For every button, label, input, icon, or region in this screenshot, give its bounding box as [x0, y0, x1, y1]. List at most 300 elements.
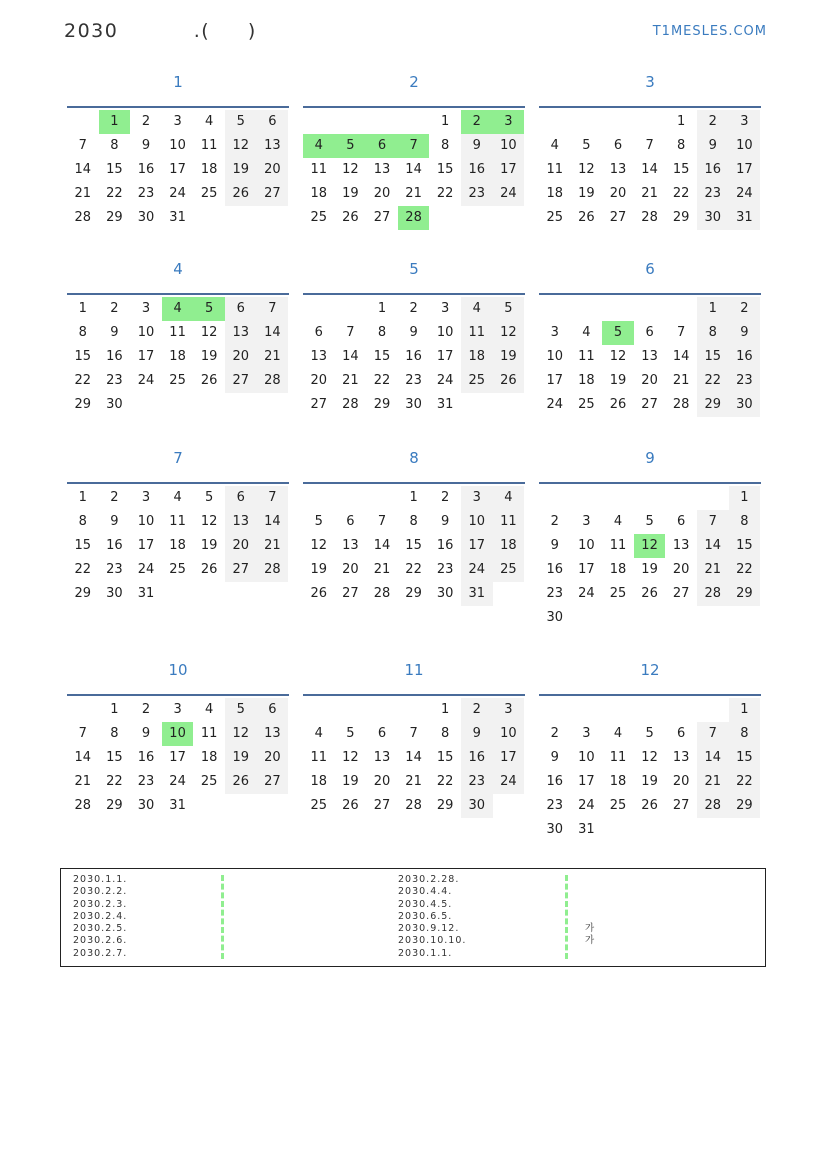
month-name: 10	[168, 661, 188, 679]
day-cell: 20	[225, 534, 257, 558]
day-cell: 15	[373, 349, 391, 364]
day-cell: 10	[493, 134, 525, 158]
day-cell: 5	[346, 726, 355, 741]
day-cell: 19	[342, 774, 359, 789]
day-cell: 29	[74, 397, 92, 412]
day-cell: 4	[461, 297, 493, 321]
day-cell: 16	[697, 158, 729, 182]
day-cell: 10	[137, 325, 155, 340]
holiday-legend	[60, 868, 766, 967]
day-cell: 2	[550, 514, 559, 529]
holiday-day-cell: 4	[303, 134, 335, 158]
day-cell: 22	[74, 562, 92, 577]
day-cell: 23	[106, 373, 123, 388]
day-cell: 11	[310, 750, 328, 765]
day-cell: 2	[441, 490, 450, 505]
day-cell: 3	[441, 301, 450, 316]
day-cell: 23	[106, 562, 123, 577]
day-cell: 22	[74, 373, 92, 388]
day-cell: 12	[641, 750, 658, 765]
day-cell: 5	[645, 726, 654, 741]
day-cell: 18	[609, 774, 627, 789]
day-cell: 24	[461, 558, 493, 582]
day-cell: 19	[641, 774, 658, 789]
legend-line: 2030.2.4.	[73, 910, 128, 922]
day-cell: 25	[546, 210, 564, 225]
empty-cell	[335, 486, 367, 510]
page-title: 2030 .( )	[64, 20, 257, 42]
day-cell: 27	[609, 210, 627, 225]
empty-cell	[602, 698, 634, 722]
day-cell: 20	[609, 186, 627, 201]
day-cell: 21	[697, 558, 729, 582]
day-cell: 25	[578, 397, 595, 412]
day-cell: 27	[672, 586, 690, 601]
day-cell: 27	[225, 558, 257, 582]
day-cell: 21	[257, 345, 289, 369]
day-cell: 26	[493, 369, 525, 393]
day-cell: 26	[342, 210, 359, 225]
empty-cell	[335, 698, 367, 722]
day-cell: 9	[550, 750, 559, 765]
day-cell: 1	[78, 490, 87, 505]
empty-cell	[571, 698, 603, 722]
empty-cell	[571, 297, 603, 321]
day-cell: 16	[546, 774, 564, 789]
month-days	[67, 482, 289, 606]
month-5	[303, 259, 525, 417]
day-cell: 9	[409, 325, 418, 340]
day-cell: 27	[225, 369, 257, 393]
day-cell: 1	[729, 698, 761, 722]
day-cell: 18	[310, 774, 328, 789]
day-cell: 6	[377, 726, 387, 741]
day-cell: 16	[436, 538, 454, 553]
day-cell: 2	[110, 490, 119, 505]
day-cell: 22	[436, 774, 454, 789]
day-cell: 2	[409, 301, 418, 316]
day-cell: 20	[672, 774, 690, 789]
day-cell: 27	[257, 182, 289, 206]
day-cell: 24	[546, 397, 564, 412]
day-cell: 15	[672, 162, 690, 177]
day-cell: 5	[225, 698, 257, 722]
day-cell: 7	[346, 325, 355, 340]
day-cell: 30	[436, 586, 454, 601]
holiday-day-cell: 1	[99, 110, 131, 134]
empty-cell	[665, 297, 697, 321]
day-cell: 16	[461, 746, 493, 770]
legend-line: 2030.2.5.	[73, 923, 128, 935]
site-logo[interactable]: T1MESLES.COM	[652, 24, 767, 39]
day-cell: 21	[342, 373, 359, 388]
day-cell: 1	[409, 490, 418, 505]
day-cell: 30	[106, 586, 123, 601]
day-cell: 9	[461, 134, 493, 158]
day-cell: 3	[550, 325, 559, 340]
day-cell: 28	[342, 397, 359, 412]
day-cell: 18	[200, 162, 218, 177]
day-cell: 6	[645, 325, 654, 340]
day-cell: 8	[697, 321, 729, 345]
day-cell: 19	[609, 373, 627, 388]
month-4	[67, 259, 289, 417]
day-cell: 25	[200, 186, 218, 201]
day-cell: 17	[578, 562, 595, 577]
day-cell: 23	[137, 186, 155, 201]
day-cell: 7	[78, 726, 87, 741]
day-cell: 29	[436, 798, 454, 813]
day-cell: 20	[225, 345, 257, 369]
legend-line: 2030.4.4.	[398, 886, 453, 898]
day-cell: 28	[74, 210, 92, 225]
day-cell: 11	[461, 321, 493, 345]
empty-cell	[303, 698, 335, 722]
day-cell: 29	[74, 586, 92, 601]
day-cell: 9	[461, 722, 493, 746]
empty-cell	[571, 486, 603, 510]
day-cell: 22	[373, 373, 391, 388]
day-cell: 27	[257, 770, 289, 794]
day-cell: 31	[169, 798, 186, 813]
day-cell: 19	[578, 186, 595, 201]
day-cell: 13	[225, 321, 257, 345]
day-cell: 21	[405, 186, 422, 201]
day-cell: 1	[729, 486, 761, 510]
legend-line: 가	[585, 923, 595, 935]
day-cell: 23	[405, 373, 422, 388]
day-cell: 16	[137, 162, 155, 177]
day-cell: 2	[697, 110, 729, 134]
day-cell: 3	[729, 110, 761, 134]
day-cell: 24	[578, 586, 595, 601]
day-cell: 28	[257, 558, 289, 582]
day-cell: 13	[672, 750, 690, 765]
day-cell: 5	[314, 514, 323, 529]
day-cell: 4	[205, 702, 214, 717]
day-cell: 22	[729, 770, 761, 794]
day-cell: 16	[461, 158, 493, 182]
day-cell: 18	[546, 186, 564, 201]
day-cell: 29	[672, 210, 690, 225]
day-cell: 13	[641, 349, 658, 364]
day-cell: 10	[436, 325, 454, 340]
month-1	[67, 72, 289, 230]
day-cell: 6	[257, 110, 289, 134]
day-cell: 6	[346, 514, 355, 529]
legend-dates-left	[73, 874, 127, 960]
day-cell: 24	[169, 774, 186, 789]
legend-line: 2030.2.6.	[73, 935, 128, 947]
day-cell: 24	[493, 770, 525, 794]
day-cell: 25	[609, 586, 627, 601]
day-cell: 16	[546, 562, 564, 577]
day-cell: 20	[257, 158, 289, 182]
day-cell: 20	[373, 774, 391, 789]
empty-cell	[67, 698, 99, 722]
day-cell: 18	[310, 186, 328, 201]
legend-line	[585, 886, 594, 898]
day-cell: 9	[697, 134, 729, 158]
empty-cell	[665, 698, 697, 722]
day-cell: 14	[342, 349, 359, 364]
day-cell: 7	[409, 726, 418, 741]
month-days	[303, 106, 525, 230]
day-cell: 12	[578, 162, 595, 177]
day-cell: 12	[342, 750, 359, 765]
day-cell: 27	[641, 397, 658, 412]
legend-line	[585, 874, 594, 886]
day-cell: 8	[78, 514, 87, 529]
day-cell: 16	[106, 349, 123, 364]
day-cell: 30	[729, 393, 761, 417]
day-cell: 18	[493, 534, 525, 558]
day-cell: 3	[582, 726, 591, 741]
day-cell: 23	[729, 369, 761, 393]
empty-cell	[67, 110, 99, 134]
holiday-day-cell: 6	[366, 134, 398, 158]
day-cell: 8	[677, 138, 686, 153]
holiday-day-cell: 5	[602, 321, 634, 345]
month-9	[539, 448, 761, 630]
day-cell: 23	[461, 182, 493, 206]
day-cell: 11	[169, 325, 186, 340]
day-cell: 4	[613, 514, 623, 529]
day-cell: 4	[314, 726, 323, 741]
day-cell: 11	[546, 162, 564, 177]
day-cell: 4	[550, 138, 559, 153]
day-cell: 20	[257, 746, 289, 770]
day-cell: 16	[106, 538, 123, 553]
day-cell: 25	[493, 558, 525, 582]
day-cell: 17	[729, 158, 761, 182]
day-cell: 14	[697, 746, 729, 770]
day-cell: 17	[436, 349, 454, 364]
day-cell: 11	[609, 750, 627, 765]
legend-line: 2030.2.3.	[73, 898, 128, 910]
day-cell: 9	[110, 325, 119, 340]
empty-cell	[602, 486, 634, 510]
day-cell: 18	[169, 349, 186, 364]
day-cell: 14	[74, 162, 92, 177]
day-cell: 11	[609, 538, 627, 553]
day-cell: 25	[200, 774, 218, 789]
day-cell: 14	[641, 162, 658, 177]
month-days	[539, 106, 761, 230]
day-cell: 1	[677, 114, 686, 129]
day-cell: 25	[609, 798, 627, 813]
legend-line: 2030.2.7.	[73, 947, 128, 959]
day-cell: 8	[729, 510, 761, 534]
day-cell: 21	[697, 770, 729, 794]
day-cell: 1	[78, 301, 87, 316]
holiday-day-cell: 7	[398, 134, 430, 158]
day-cell: 15	[106, 750, 123, 765]
day-cell: 2	[110, 301, 119, 316]
legend-line: 2030.1.1.	[398, 947, 453, 959]
day-cell: 31	[137, 586, 155, 601]
day-cell: 31	[169, 210, 186, 225]
day-cell: 3	[493, 698, 525, 722]
day-cell: 7	[257, 297, 289, 321]
month-2	[303, 72, 525, 230]
day-cell: 28	[257, 369, 289, 393]
day-cell: 17	[137, 349, 155, 364]
month-name: 12	[640, 661, 660, 679]
day-cell: 29	[373, 397, 391, 412]
day-cell: 13	[257, 134, 289, 158]
day-cell: 9	[441, 514, 450, 529]
day-cell: 2	[141, 114, 151, 129]
holiday-day-cell: 28	[398, 206, 430, 230]
day-cell: 17	[578, 774, 595, 789]
day-cell: 11	[493, 510, 525, 534]
day-cell: 15	[697, 345, 729, 369]
day-cell: 12	[200, 325, 218, 340]
day-cell: 23	[697, 182, 729, 206]
day-cell: 9	[729, 321, 761, 345]
legend-line: 2030.1.1.	[73, 874, 128, 885]
month-days	[303, 482, 525, 606]
legend-line: 2030.4.5.	[398, 898, 453, 910]
day-cell: 7	[257, 486, 289, 510]
day-cell: 10	[578, 750, 595, 765]
day-cell: 2	[141, 702, 151, 717]
empty-cell	[303, 110, 335, 134]
empty-cell	[602, 110, 634, 134]
day-cell: 11	[200, 726, 218, 741]
day-cell: 19	[200, 349, 218, 364]
empty-cell	[634, 486, 666, 510]
empty-cell	[398, 110, 430, 134]
empty-cell	[539, 698, 571, 722]
day-cell: 16	[405, 349, 422, 364]
holiday-day-cell: 12	[634, 534, 666, 558]
day-cell: 9	[141, 726, 151, 741]
day-cell: 29	[405, 586, 422, 601]
day-cell: 30	[405, 397, 422, 412]
day-cell: 21	[641, 186, 658, 201]
month-name: 8	[409, 449, 419, 467]
day-cell: 20	[641, 373, 658, 388]
day-cell: 30	[546, 610, 564, 625]
holiday-day-cell: 10	[162, 722, 194, 746]
day-cell: 31	[461, 582, 493, 606]
day-cell: 28	[697, 794, 729, 818]
day-cell: 19	[342, 186, 359, 201]
day-cell: 22	[106, 774, 123, 789]
legend-line	[585, 911, 594, 923]
day-cell: 26	[609, 397, 627, 412]
day-cell: 6	[225, 486, 257, 510]
day-cell: 1	[377, 301, 387, 316]
day-cell: 5	[645, 514, 654, 529]
day-cell: 26	[200, 562, 218, 577]
day-cell: 16	[137, 750, 155, 765]
month-days	[67, 694, 289, 818]
day-cell: 12	[342, 162, 359, 177]
month-name: 4	[173, 260, 183, 278]
day-cell: 28	[641, 210, 658, 225]
day-cell: 3	[582, 514, 591, 529]
day-cell: 6	[613, 138, 623, 153]
day-cell: 27	[373, 798, 391, 813]
month-name: 3	[645, 73, 655, 91]
day-cell: 10	[546, 349, 564, 364]
day-cell: 15	[729, 746, 761, 770]
day-cell: 9	[110, 514, 119, 529]
day-cell: 20	[373, 186, 391, 201]
day-cell: 17	[169, 162, 186, 177]
day-cell: 3	[141, 301, 151, 316]
month-days	[539, 694, 761, 842]
day-cell: 23	[546, 798, 564, 813]
day-cell: 26	[225, 770, 257, 794]
day-cell: 30	[697, 206, 729, 230]
day-cell: 28	[672, 397, 690, 412]
legend-line	[585, 899, 594, 911]
day-cell: 13	[373, 750, 391, 765]
day-cell: 15	[729, 534, 761, 558]
day-cell: 14	[405, 750, 422, 765]
empty-cell	[398, 698, 430, 722]
empty-cell	[366, 486, 398, 510]
day-cell: 5	[205, 490, 214, 505]
day-cell: 3	[173, 702, 182, 717]
day-cell: 24	[729, 182, 761, 206]
day-cell: 12	[310, 538, 328, 553]
day-cell: 22	[436, 186, 454, 201]
day-cell: 26	[342, 798, 359, 813]
day-cell: 17	[546, 373, 564, 388]
day-cell: 4	[205, 114, 214, 129]
holiday-day-cell: 4	[162, 297, 194, 321]
day-cell: 20	[310, 373, 328, 388]
day-cell: 8	[441, 138, 450, 153]
day-cell: 7	[377, 514, 387, 529]
day-cell: 15	[106, 162, 123, 177]
month-name: 2	[409, 73, 419, 91]
day-cell: 22	[405, 562, 422, 577]
day-cell: 12	[493, 321, 525, 345]
empty-cell	[303, 486, 335, 510]
day-cell: 25	[310, 798, 328, 813]
day-cell: 30	[546, 822, 564, 837]
holiday-day-cell: 3	[493, 110, 525, 134]
day-cell: 31	[729, 206, 761, 230]
day-cell: 31	[436, 397, 454, 412]
day-cell: 26	[310, 586, 328, 601]
day-cell: 7	[645, 138, 654, 153]
empty-cell	[665, 486, 697, 510]
day-cell: 30	[137, 798, 155, 813]
day-cell: 31	[578, 822, 595, 837]
month-6	[539, 259, 761, 417]
day-cell: 6	[257, 698, 289, 722]
day-cell: 8	[377, 325, 387, 340]
day-cell: 18	[200, 750, 218, 765]
empty-cell	[539, 486, 571, 510]
day-cell: 15	[436, 162, 454, 177]
day-cell: 6	[677, 726, 686, 741]
day-cell: 12	[609, 349, 627, 364]
empty-cell	[366, 110, 398, 134]
day-cell: 23	[461, 770, 493, 794]
day-cell: 14	[672, 349, 690, 364]
day-cell: 19	[200, 538, 218, 553]
holiday-day-cell: 5	[193, 297, 225, 321]
month-name: 1	[173, 73, 183, 91]
